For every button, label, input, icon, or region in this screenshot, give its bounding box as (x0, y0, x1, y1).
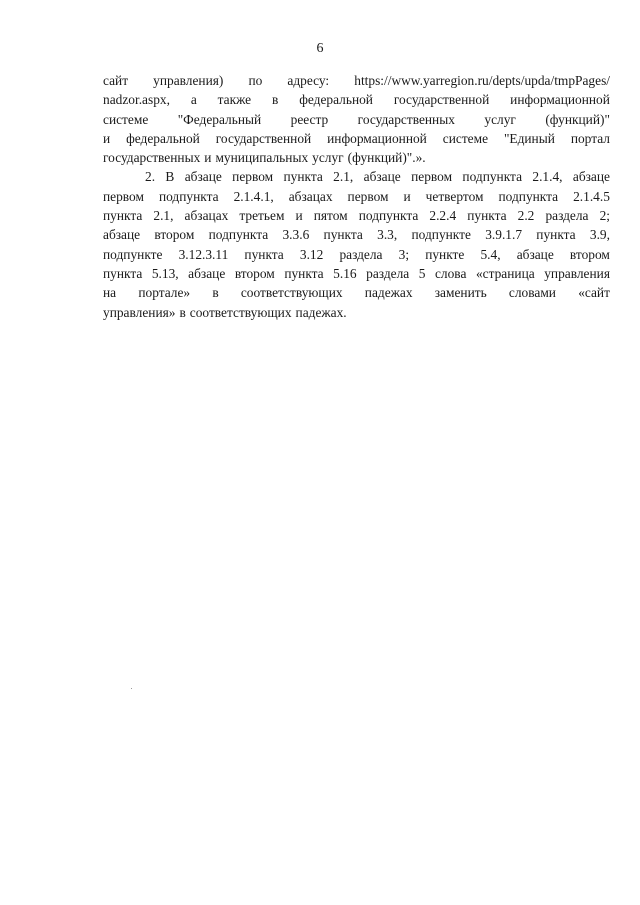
word: третьем (239, 208, 285, 224)
word: 3; (398, 246, 410, 262)
word: абзаце (184, 169, 222, 185)
word: 3.9, (589, 227, 610, 243)
word: пункта (244, 246, 284, 262)
word: в (212, 285, 219, 301)
word: втором (234, 265, 275, 281)
word: "Единый (503, 130, 555, 146)
word: управления (544, 265, 610, 281)
word: раздела (366, 265, 410, 281)
word: подпункте (103, 246, 163, 262)
text-line (103, 245, 610, 264)
word: подпункта (462, 169, 523, 185)
word: пункта (467, 208, 507, 224)
word: 2.1.4, (532, 169, 563, 185)
word: государственных (357, 111, 455, 127)
word: и (103, 130, 111, 146)
word: (функций)".». (347, 150, 426, 166)
paragraph-1 (103, 71, 610, 167)
word: подпункта (498, 188, 559, 204)
word: пункта (323, 227, 363, 243)
word: 5.4, (480, 246, 501, 262)
word: и (204, 150, 212, 166)
word: В (165, 169, 175, 185)
word: и (295, 208, 303, 224)
scan-speck (131, 688, 132, 689)
word: (функций)" (545, 111, 610, 127)
word: 2.1, (153, 208, 174, 224)
word: раздела (545, 208, 589, 224)
text-line (103, 90, 610, 109)
word: "Федеральный (177, 111, 262, 127)
word: системе (103, 111, 149, 127)
word: 5 (418, 265, 426, 281)
word: пункта (103, 208, 143, 224)
page-number: 6 (316, 41, 324, 56)
word: абзаце (103, 227, 141, 243)
word: втором (569, 246, 610, 262)
text-line (103, 167, 610, 186)
word: управления) (153, 73, 224, 88)
text-line (103, 225, 610, 244)
word: слова (434, 265, 467, 281)
word: государственных (103, 150, 201, 166)
word: муниципальных (215, 150, 309, 166)
text-line (103, 264, 610, 283)
word: портале» (138, 285, 191, 301)
word: пункта (283, 169, 323, 185)
word: управления» (103, 304, 176, 320)
word: 5.13, (151, 265, 179, 281)
word: 2; (599, 208, 610, 224)
word: падежах (364, 285, 413, 301)
word: информационной (510, 92, 610, 108)
word: в (179, 304, 186, 320)
word: соответствующих (240, 285, 343, 301)
text-line (103, 129, 610, 148)
word: 3.3, (377, 227, 398, 243)
word: «сайт (578, 285, 610, 301)
word: первом (232, 169, 274, 185)
word: реестр (290, 111, 329, 127)
word: 2.2 (517, 208, 535, 224)
word: услуг (312, 150, 344, 166)
word: абзаце (516, 246, 554, 262)
word: федеральной (299, 92, 373, 108)
word: 3.3.6 (282, 227, 310, 243)
word: абзацах (184, 208, 229, 224)
word: а (190, 92, 197, 108)
word: и (403, 188, 411, 204)
text-line (103, 110, 610, 129)
word: четвертом (425, 188, 484, 204)
word: абзаце (188, 265, 226, 281)
word: втором (154, 227, 195, 243)
word: nadzor.aspx, (103, 92, 170, 108)
word: абзаце (363, 169, 401, 185)
word: 2.1.4.5 (573, 188, 610, 204)
word: пункта (536, 227, 576, 243)
word: информационной (327, 130, 427, 146)
word: раздела (339, 246, 383, 262)
word: адресу: (287, 73, 330, 88)
word: 2. (145, 169, 156, 185)
word: пункта (103, 265, 143, 281)
word: абзацах (288, 188, 333, 204)
word: федеральной (126, 130, 200, 146)
word: первом (411, 169, 453, 185)
word: также (217, 92, 252, 108)
word: 3.9.1.7 (485, 227, 523, 243)
text-line (103, 303, 610, 322)
word: «страница (475, 265, 535, 281)
word: 3.12 (299, 246, 324, 262)
word: системе (442, 130, 489, 146)
paragraph-2 (103, 167, 610, 321)
word: 2.1, (333, 169, 354, 185)
word: подпункта (208, 227, 269, 243)
word: 2.2.4 (429, 208, 457, 224)
word: услуг (484, 111, 516, 127)
word: государственной (215, 130, 312, 146)
document-body (103, 71, 610, 322)
word: 3.12.3.11 (178, 246, 229, 262)
word: https://www.yarregion.ru/depts/upda/tmpPages/ (354, 73, 610, 88)
word: пункте (425, 246, 465, 262)
word: 5.16 (333, 265, 357, 281)
word: абзаце (572, 169, 610, 185)
word: по (248, 73, 263, 88)
word: словами (508, 285, 556, 301)
word: соответствующих (189, 304, 292, 320)
word: подпункте (411, 227, 471, 243)
word: подпункта (158, 188, 219, 204)
word: пункта (284, 265, 324, 281)
word: падежах. (295, 304, 347, 320)
text-line (103, 206, 610, 225)
word: портал (570, 130, 610, 146)
word: в (272, 92, 279, 108)
word: первом (103, 188, 144, 204)
word: сайт (103, 73, 129, 88)
text-line (103, 71, 610, 90)
word: на (103, 285, 117, 301)
word: первом (347, 188, 389, 204)
text-line (103, 283, 610, 302)
text-line (103, 148, 610, 167)
word: пятом (313, 208, 348, 224)
word: государственной (393, 92, 490, 108)
word: подпункта (358, 208, 419, 224)
word: заменить (434, 285, 487, 301)
text-line (103, 187, 610, 206)
word: 2.1.4.1, (233, 188, 274, 204)
